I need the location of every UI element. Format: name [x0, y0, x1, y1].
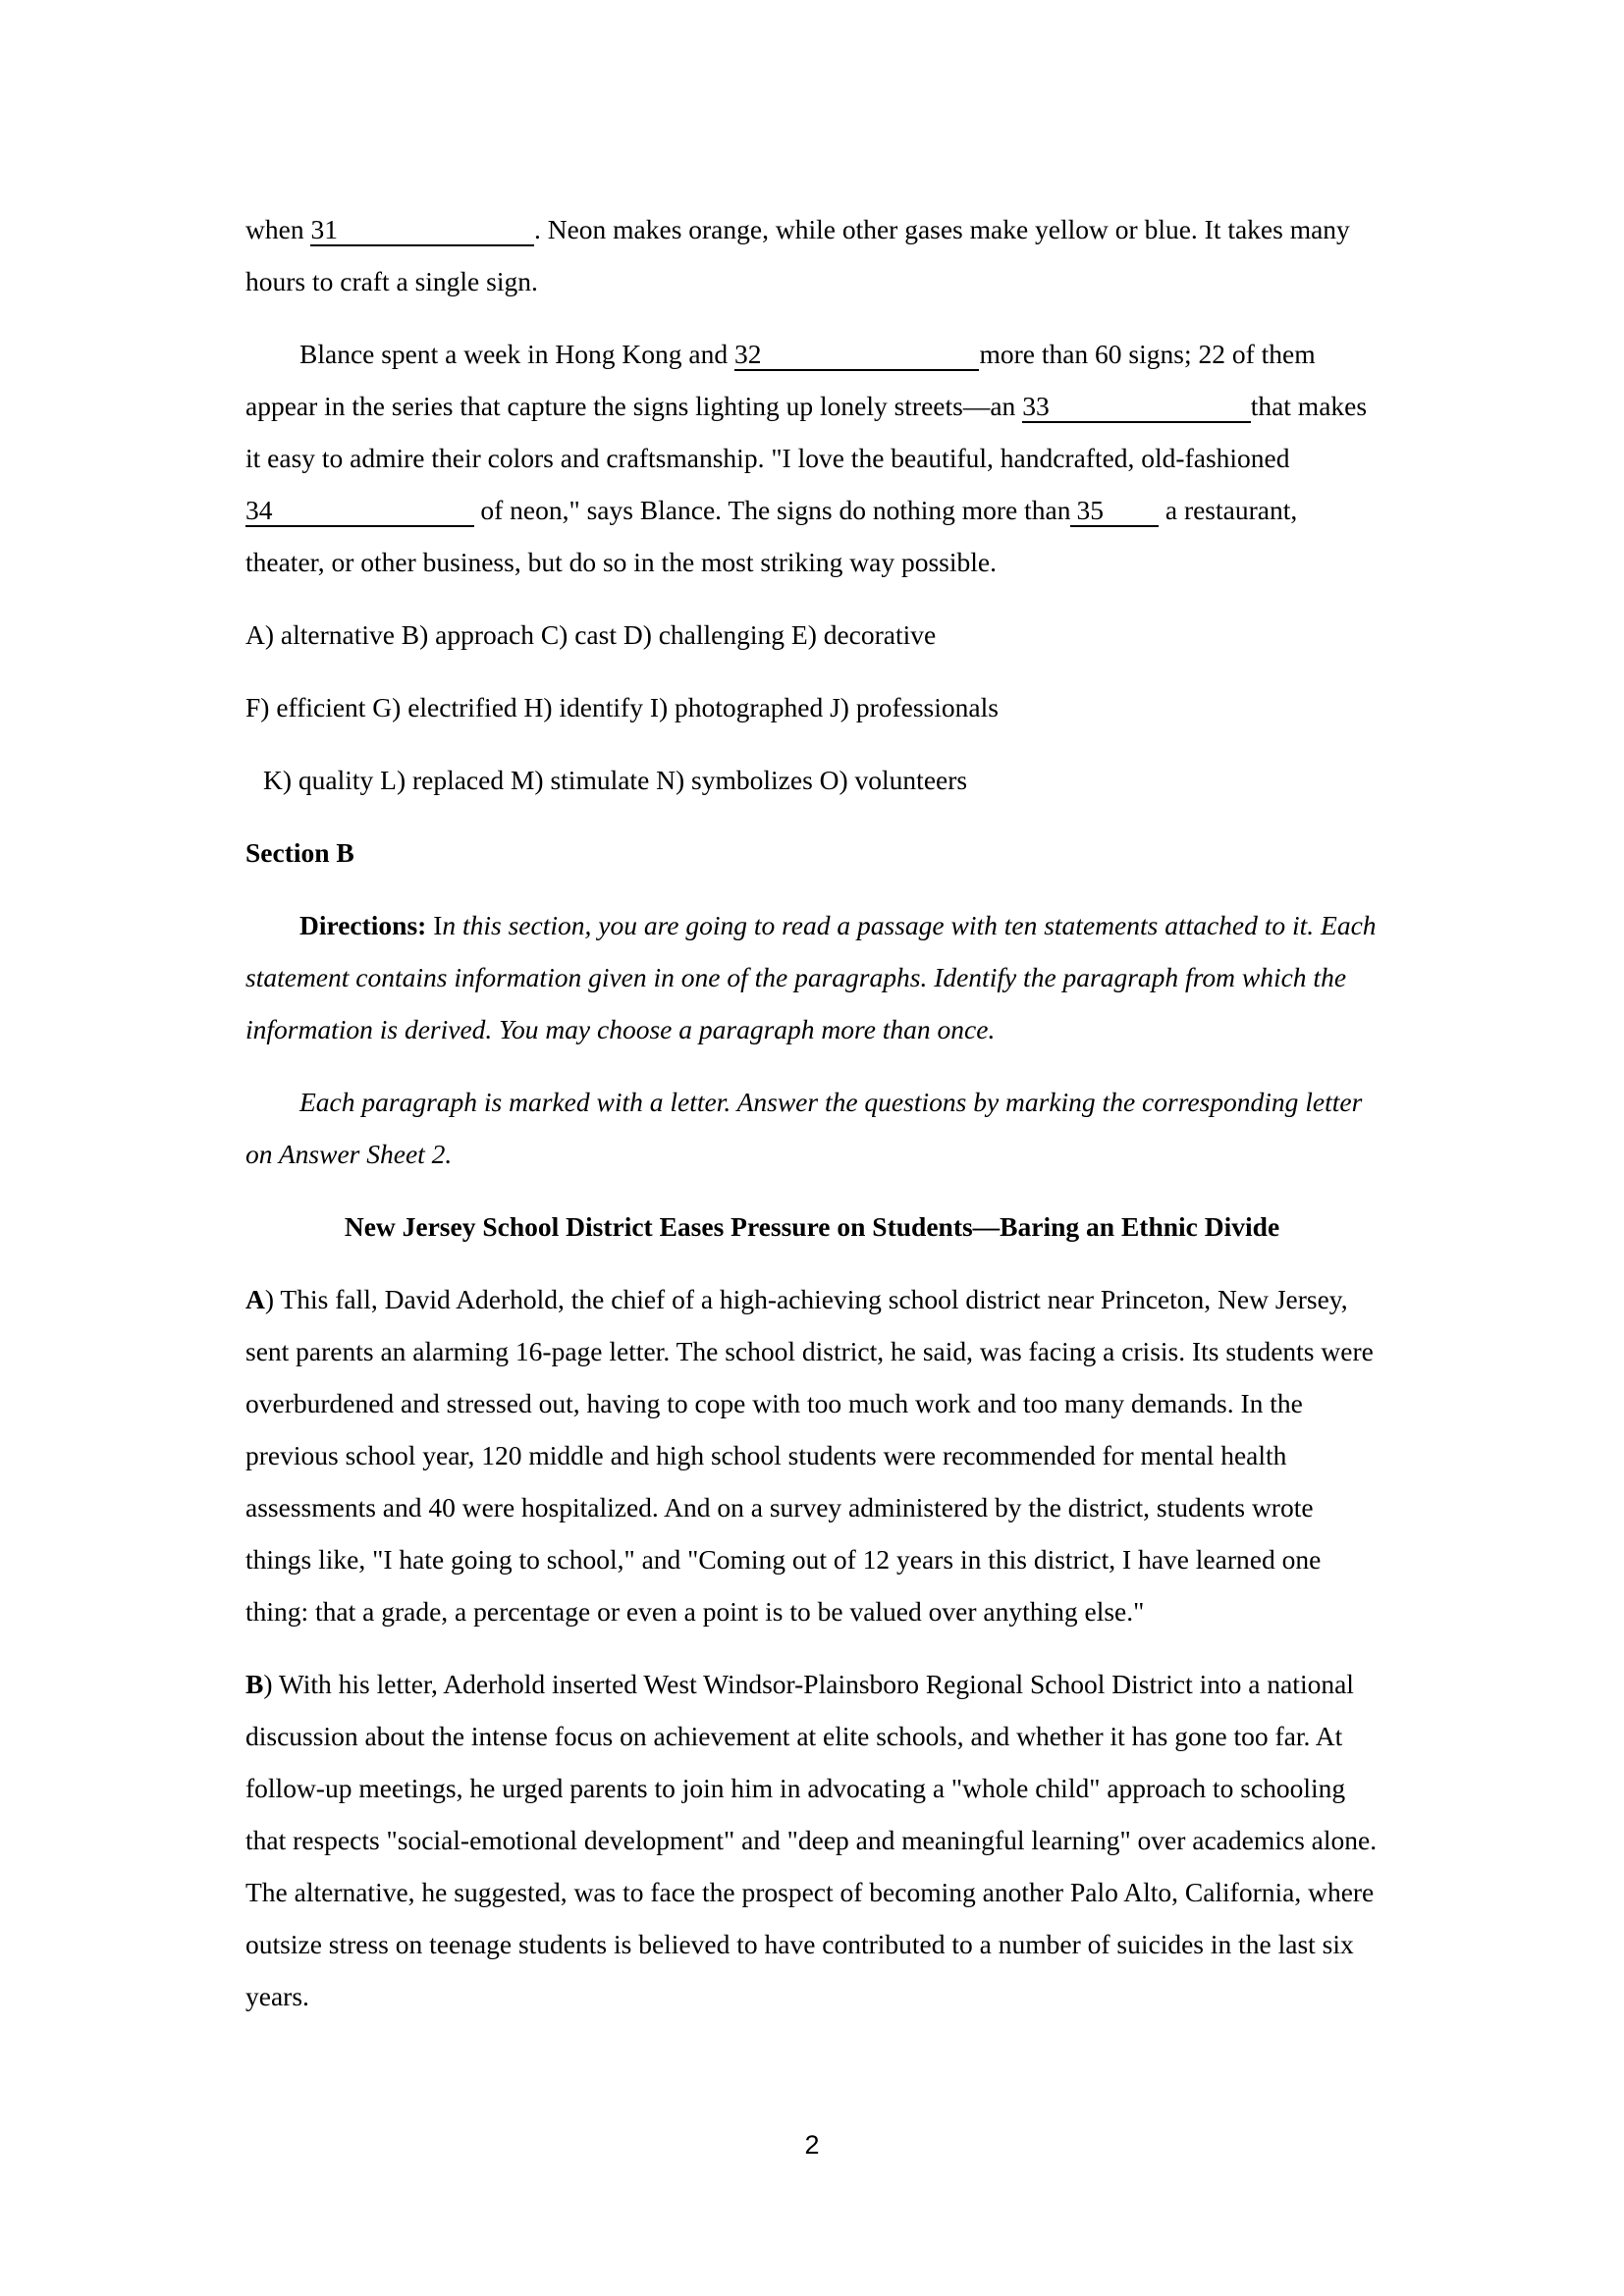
directions-lead-letter: I — [433, 910, 443, 940]
cloze-text: . Neon makes orange, while other gases make yellow or blue. It takes many hours to craft a single sign. — [245, 214, 1350, 296]
note-paragraph: Each paragraph is marked with a letter. Answer the questions by marking the corresponding letter on Answer Sheet 2. — [245, 1087, 1363, 1169]
document-page-content — [245, 203, 1379, 2043]
cloze-text: when — [245, 214, 311, 244]
blank-32-number: 32 — [733, 339, 762, 369]
blank-35 — [1070, 495, 1159, 527]
paragraph-text: This fall, David Aderhold, the chief of a high-achieving school district near Princeton, New Jersey, sent parents an alarming 16-page letter. The school district, he said, was facing a crisis. Its students were overburdened and stressed out, having to cope with too much work and too many demands. In the previous school year, 120 middle and high school students were recommended for mental health assessments and 40 were hospitalized. And on a survey administered by the district, students wrote things like, "I hate going to school," and "Coming out of 12 years in this district, I have learned one thing: that a grade, a percentage or even a point is to be valued over anything else." — [245, 1284, 1374, 1627]
directions-body: n this section, you are going to read a passage with ten statements attached to it. Each statement contains information given in one of the paragraphs. Identify the paragraph from which the information is derived. You may choose a paragraph more than once. — [245, 910, 1377, 1044]
word-bank-row-3: K) quality L) replaced M) stimulate N) symbolizes O) volunteers — [263, 765, 968, 795]
passage-title: New Jersey School District Eases Pressure on Students—Baring an Ethnic Divide — [344, 1211, 1280, 1242]
directions-label: Directions: — [299, 910, 427, 940]
cloze-text: that makes it easy to admire their colors and craftsmanship. "I love the beautiful, handcrafted, old-fashioned — [245, 391, 1368, 473]
word-bank-row-1: A) alternative B) approach C) cast D) challenging E) decorative — [245, 619, 937, 650]
paragraph-label-suffix: ) — [264, 1284, 275, 1314]
blank-32 — [734, 339, 980, 371]
paragraph-label: A — [245, 1284, 265, 1314]
blank-33-number: 33 — [1022, 391, 1050, 421]
page-number: 2 — [804, 2130, 820, 2160]
section-b-heading: Section B — [245, 837, 354, 868]
blank-35-number: 35 — [1076, 495, 1104, 525]
cloze-paragraph-2 — [245, 328, 1379, 588]
blank-31-number: 31 — [310, 214, 338, 244]
blank-34-number: 34 — [245, 495, 273, 525]
blank-33 — [1022, 391, 1251, 423]
paragraph-text: With his letter, Aderhold inserted West Windsor-Plainsboro Regional School District into a national discussion about the intense focus on achievement at elite schools, and whether it has gone too far. At follow-up meetings, he urged parents to join him in advocating a "whole child" approach to schooling that respects "social-emotional development" and "deep and meaningful learning" over academics alone. The alternative, he suggested, was to face the prospect of becoming another Palo Alto, California, where outsize stress on teenage students is believed to have contributed to a number of suicides in the last six years. — [245, 1669, 1378, 2011]
blank-31 — [310, 214, 534, 246]
directions-paragraph — [245, 899, 1379, 1055]
word-bank-row-2: F) efficient G) electrified H) identify I) photographed J) professionals — [245, 692, 999, 722]
cloze-paragraph-1 — [245, 203, 1379, 307]
blank-34 — [245, 495, 474, 527]
cloze-text: Blance spent a week in Hong Kong and — [299, 339, 734, 369]
paragraph-label: B — [245, 1669, 264, 1699]
passage-paragraph-a — [245, 1273, 1379, 1637]
cloze-text: of neon," says Blance. The signs do nothing more than — [473, 495, 1071, 525]
cloze-text: more than 60 signs; 22 of them appear in the series that capture the signs lighting up lonely streets—an — [245, 339, 1316, 421]
cloze-text: a restaurant, theater, or other business, but do so in the most striking way possible. — [245, 495, 1298, 577]
passage-paragraph-b — [245, 1658, 1379, 2022]
paragraph-label-suffix: ) — [263, 1669, 273, 1699]
